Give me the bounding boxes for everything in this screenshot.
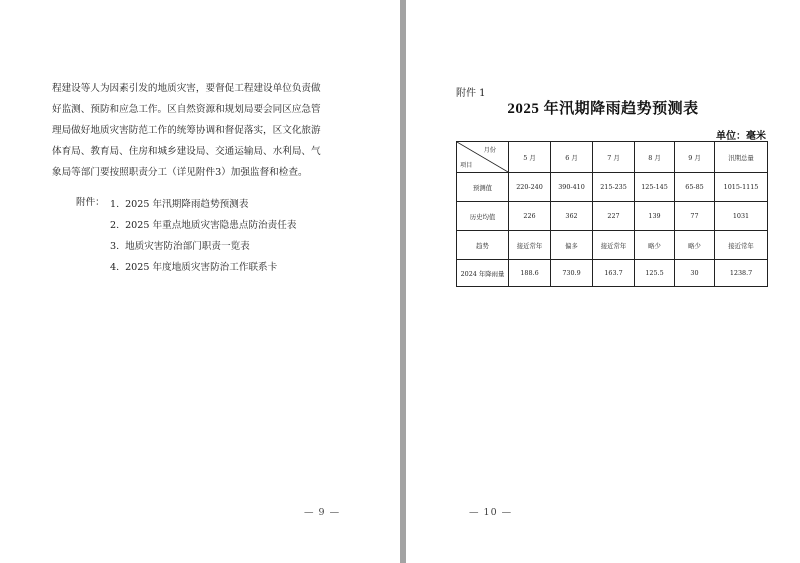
table-cell: 215-235 xyxy=(593,173,635,202)
table-title: 2025 年汛期降雨趋势预测表 xyxy=(507,101,699,117)
paragraph-line: 好监测、预防和应急工作。区自然资源和规划局要会同区应急管 xyxy=(52,104,321,115)
attachment-number: 4. xyxy=(110,262,120,273)
attachment-item xyxy=(110,194,296,215)
table-cell: 227 xyxy=(593,202,635,231)
attachment-number: 1. xyxy=(110,199,120,210)
table-cell: 220-240 xyxy=(509,173,551,202)
attachments-list xyxy=(110,194,296,278)
column-header: 5 月 xyxy=(509,142,551,173)
attachment-number: 3. xyxy=(110,241,120,252)
attachment-item xyxy=(110,257,296,278)
column-header: 6 月 xyxy=(551,142,593,173)
page-number: — 9 — xyxy=(304,507,341,518)
column-header: 7 月 xyxy=(593,142,635,173)
table-cell: 接近常年 xyxy=(593,231,635,260)
table-corner-cell xyxy=(457,142,509,173)
attachment-number: 2. xyxy=(110,220,120,231)
table-row xyxy=(457,260,768,287)
table-row xyxy=(457,173,768,202)
attachment-item xyxy=(110,215,296,236)
table-cell: 390-410 xyxy=(551,173,593,202)
table-cell: 1031 xyxy=(715,202,768,231)
page-number: — 10 — xyxy=(469,507,513,518)
table-cell: 65-85 xyxy=(675,173,715,202)
corner-item-label: 项目 xyxy=(460,162,473,169)
paragraph-line: 象局等部门要按照职责分工（详见附件3）加强监督和检查。 xyxy=(52,167,308,178)
table-cell: 接近常年 xyxy=(715,231,768,260)
attachment-item xyxy=(110,236,296,257)
table-row xyxy=(457,231,768,260)
table-cell: 226 xyxy=(509,202,551,231)
table-cell: 略少 xyxy=(635,231,675,260)
corner-month-label: 月份 xyxy=(483,147,496,154)
table-cell: 125-145 xyxy=(635,173,675,202)
table-header-row xyxy=(457,142,768,173)
attachment-title: 2025 年重点地质灾害隐患点防治责任表 xyxy=(125,220,297,231)
table-cell: 30 xyxy=(675,260,715,287)
annex-label: 附件 1 xyxy=(456,88,486,99)
row-label: 趋势 xyxy=(457,231,509,260)
table-cell: 偏多 xyxy=(551,231,593,260)
unit-label: 单位：毫米 xyxy=(716,131,766,142)
paragraph-line: 体育局、教育局、住房和城乡建设局、交通运输局、水利局、气 xyxy=(52,146,321,157)
paragraph-line: 程建设等人为因素引发的地质灾害，要督促工程建设单位负责做 xyxy=(52,83,321,94)
attachments-label: 附件： xyxy=(76,197,105,208)
attachment-title: 地质灾害防治部门职责一览表 xyxy=(125,241,250,252)
table-cell: 125.5 xyxy=(635,260,675,287)
column-header: 8 月 xyxy=(635,142,675,173)
table-cell: 1238.7 xyxy=(715,260,768,287)
table-cell: 接近常年 xyxy=(509,231,551,260)
row-label: 2024 年降雨量 xyxy=(457,260,509,287)
table-cell: 163.7 xyxy=(593,260,635,287)
column-header: 9 月 xyxy=(675,142,715,173)
table-cell: 139 xyxy=(635,202,675,231)
table-cell: 362 xyxy=(551,202,593,231)
paragraph-line: 理局做好地质灾害防范工作的统筹协调和督促落实，区文化旅游 xyxy=(52,125,321,136)
table-cell: 730.9 xyxy=(551,260,593,287)
rainfall-forecast-table xyxy=(456,141,768,287)
page-10 xyxy=(406,0,800,563)
table-cell: 77 xyxy=(675,202,715,231)
table-row xyxy=(457,202,768,231)
column-header: 汛期总量 xyxy=(715,142,768,173)
attachment-title: 2025 年度地质灾害防治工作联系卡 xyxy=(125,262,278,273)
table-cell: 略少 xyxy=(675,231,715,260)
row-label: 历史均值 xyxy=(457,202,509,231)
row-label: 预测值 xyxy=(457,173,509,202)
table-cell: 1015-1115 xyxy=(715,173,768,202)
table-cell: 188.6 xyxy=(509,260,551,287)
body-paragraph xyxy=(52,78,352,183)
attachment-title: 2025 年汛期降雨趋势预测表 xyxy=(125,199,249,210)
